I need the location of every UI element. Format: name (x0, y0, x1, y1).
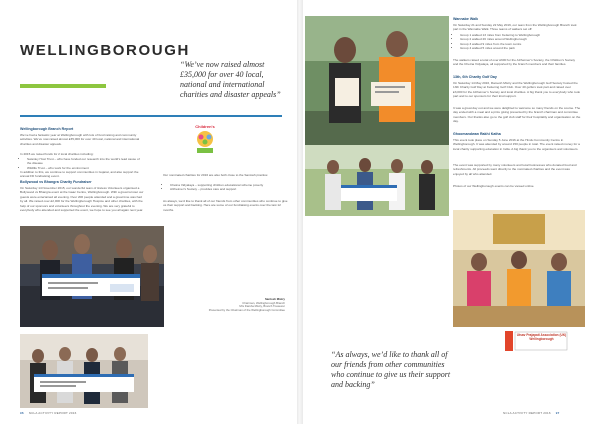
katha-body-2: The event was supported by many volunteers and local businesses who donated food and refreshments. All proceeds went directly to the nominated charities and the event was enjoyed by all who attended. (453, 163, 577, 176)
childrens-society-logo (191, 122, 219, 155)
footer-text: NCLA ACTIVITY REPORT 2016 (503, 411, 551, 415)
list-item: • Alzheimer’s Society – provides care and support (170, 187, 288, 191)
association-logo (503, 329, 569, 353)
cheque-presentation-photo (20, 226, 164, 327)
section-title-katha: Ghoomandwan Rakhi Katha (453, 132, 501, 136)
wannabe-walk-photo (305, 16, 449, 145)
list-item: • Group 2 walked 26 miles around Wellingborough (460, 37, 581, 41)
section-title-report: Wellingborough Branch Report (20, 127, 74, 131)
walk-bullets (453, 33, 581, 51)
report-lead: In 2015 we raised funds for 2 local charities including: (20, 152, 94, 156)
report-intro: We’ve had a fantastic year at Wellingborough with lots of fund raising and community activities. We’ve now raised almost £35,000 for over 40 local, national and international charities and disaster appeals. (20, 133, 140, 146)
list-item: • Group 4 walked 5 miles around the park (460, 46, 581, 50)
photo-caption (167, 298, 285, 312)
golf-day-photo (305, 145, 449, 216)
footer-text: NCLA ACTIVITY REPORT 2016 (28, 411, 77, 415)
footer-left (20, 411, 76, 415)
section-title-walk: Wannabe Walk (453, 17, 479, 21)
caption-line: Mrs Darsha Mistry, Branch Treasurer (239, 304, 285, 309)
left-page (0, 0, 297, 424)
section-title-golf: 13th, 6th Charity Golf Day (453, 75, 497, 79)
bollywood-body: On Saturday 14 November 2015, our wonderful team of tireless Volunteers organised a Bollywood vs Bhangra event at the Isaac Centre, Wellingborough. With a great turnout our guests were entertained all evening. Over 200 people attended and a great time was had by all. We raised over £2,000 for the Wellingborough Hospice and other charities, with the help of our sponsors and volunteers throughout the evening. We are very grateful to everybody who attended and supported the event, we hope to see you all again next year. (20, 186, 144, 213)
caption-line: Presented by the Chairman of the Wellingborough Committee (208, 307, 285, 312)
list-item: • Wildlife Trust – who work for the environment (27, 166, 144, 170)
golf-body-2: It was a great day out and we were delighted to welcome so many friends on the course. The day ended with a meal and a prize giving presented by the branch chairman and committee members. Our thanks also go to the golf club staff for their hospitality and organisation on the day. (453, 106, 581, 124)
page-number: 97 (555, 411, 560, 415)
list-item: • Group 1 walked 13 miles from Kettering to Wellingborough (460, 33, 581, 37)
list-item: • Group 3 walked 9 miles from the town centre (460, 42, 581, 46)
katha-body: This event took place on Sunday 5 June 2016 at the Hindu Community Centre in Wellingborough. It was attended by around 150 people in total. The event raised money for a local charity supporting education in India. A big thank you to the organisers and volunteers. (453, 138, 580, 151)
page-number: 96 (20, 411, 24, 415)
charities-intro: Our nominated charities for 2016 are also both close to the Santosh practice: (163, 173, 269, 177)
golf-body: On Saturday 14 May 2016, Ramesh Mistry and the Wellingborough Golf Society hosted the 13th Charity Golf Day at Kettering Golf Club. Over 40 golfers took part and raised over £3,000 for the Alzheimer’s Society and local charities. A big thank you to everybody who took part and to our sponsors for their kind support. (453, 81, 580, 99)
branch-title: WELLINGBOROUGH (20, 42, 190, 59)
walk-body: On Saturday 21 and Sunday 22 May 2016, our team from the Wellingborough Branch took part in the Wannabe Walk. Three teams of walkers set off: (453, 23, 577, 32)
logo-lettering-icon: Children's (195, 124, 215, 129)
caption-line: Chairman, Wellingborough Branch (242, 300, 285, 305)
green-rule (20, 84, 106, 88)
charities-bullets (163, 183, 288, 192)
footer-right (503, 411, 559, 415)
section-title-bollywood: Bollywood vs Bhangra Charity Fundraiser (20, 180, 92, 184)
katha-photos-note: Photos of our Wellingborough events can be viewed online. (453, 184, 535, 188)
caption-name: Santosh Mistry (264, 297, 285, 301)
list-item: • Swanley Host Trust – who have funded our research into the world’s lead cause of the disease (27, 157, 144, 166)
group-cheque-photo (20, 334, 148, 408)
walk-outcome: The walkers raised a total of over £600 for the Alzheimer’s Society, the Children’s Society and the Chetna Vidyalaya, all supported by the branch members and their families. (453, 58, 576, 67)
list-item: • Chetna Vidyalaya – supporting children educational scheme poverty (170, 183, 288, 187)
association-logo-text: Utsav Prajapati Association (UK) Wellingborough (516, 333, 567, 342)
report-bullets (20, 157, 144, 170)
right-page (303, 0, 600, 424)
pull-quote-top: “We’ve now raised almost £35,000 for over 40 local, national and international charities and disaster appeals” (180, 60, 281, 99)
report-addition: In addition to this, we continue to support communities in Gujarat, and also support the annual FD fundraising event. (20, 170, 139, 179)
blue-rule (20, 115, 282, 117)
katha-event-photo (453, 210, 585, 327)
pull-quote-bottom: “As always, we’d like to thank all of our friends from other communities who continue to give us their support and backing” (331, 350, 451, 389)
thanks-body: As always, we’d like to thank all of our friends from other communities who continue to give us their support and backing. Here are some of our fundraising events over the last 12 months. (163, 199, 288, 212)
